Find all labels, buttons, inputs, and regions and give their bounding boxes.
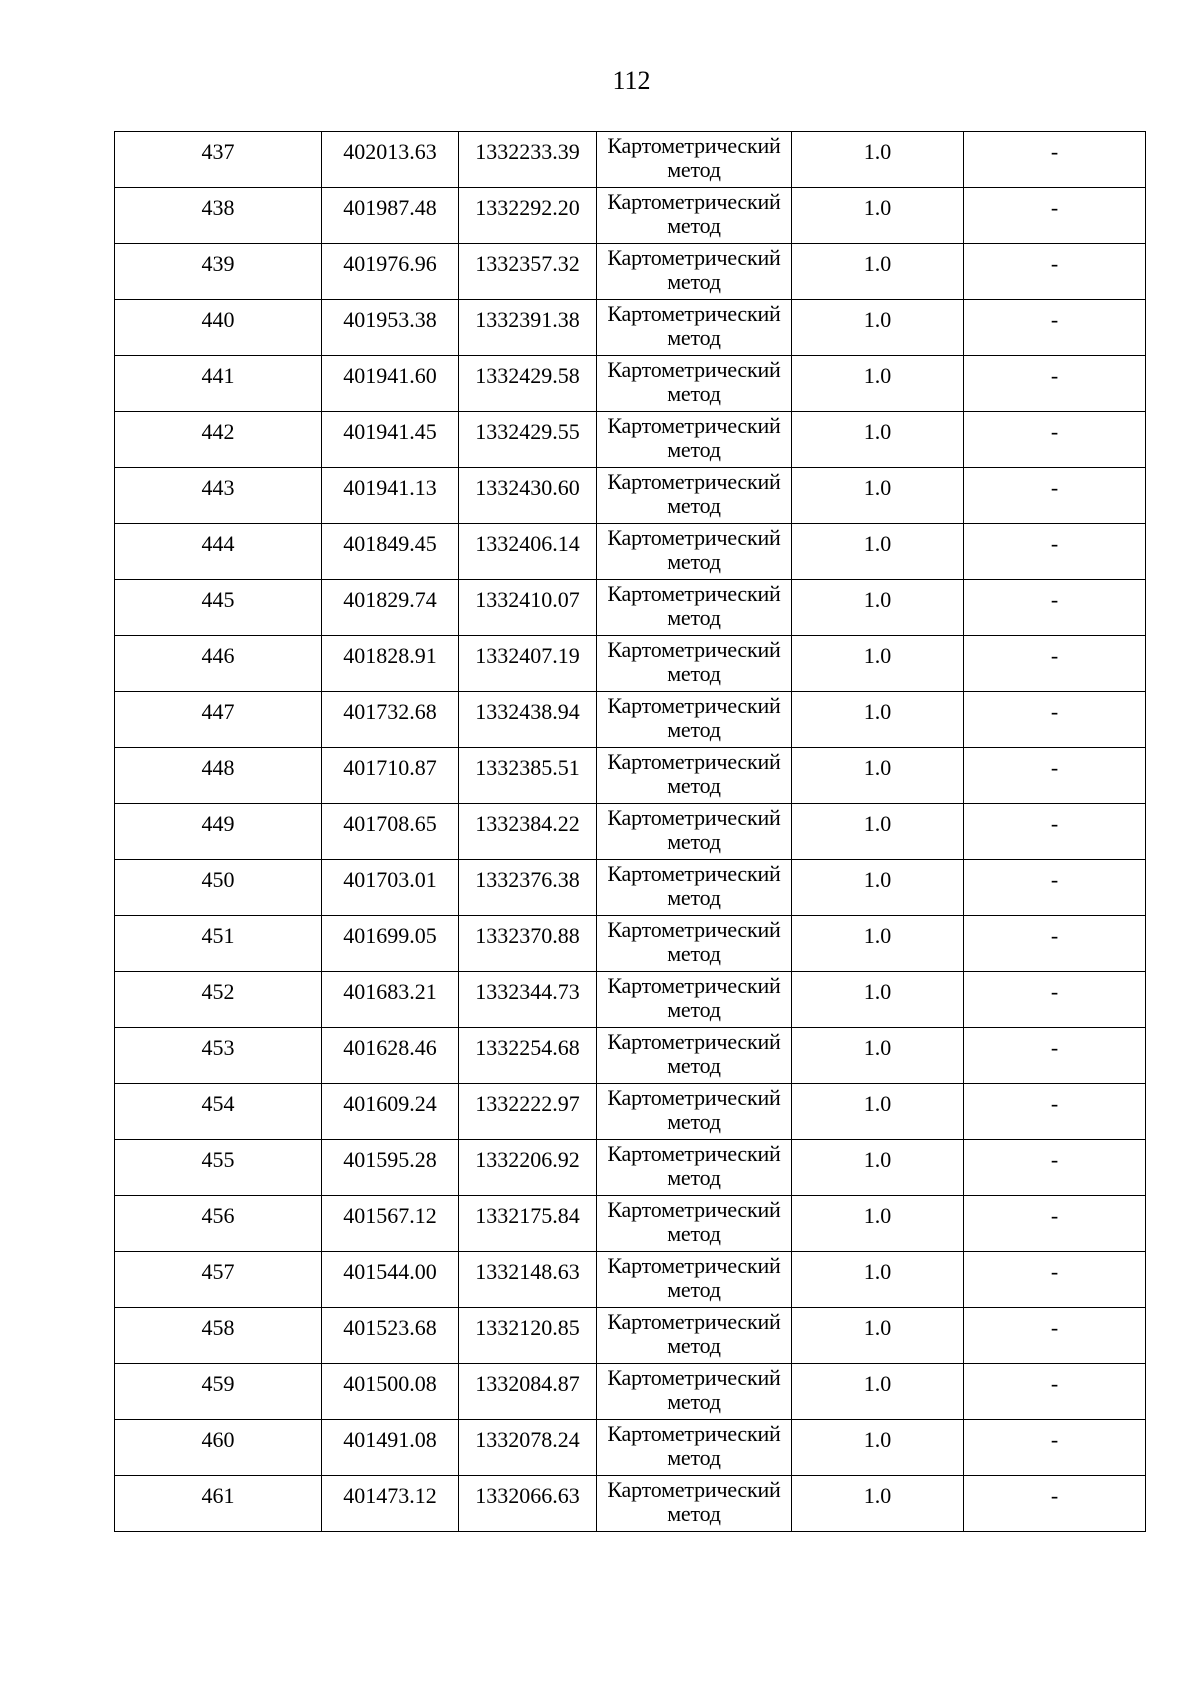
method-cell <box>597 916 792 972</box>
x-coordinate-cell: 401953.38 <box>322 300 459 356</box>
y-coordinate-cell: 1332406.14 <box>459 524 597 580</box>
accuracy-cell: 1.0 <box>792 1420 964 1476</box>
method-line-1: Картометрический <box>607 693 781 718</box>
accuracy-cell: 1.0 <box>792 804 964 860</box>
accuracy-cell: 1.0 <box>792 692 964 748</box>
method-cell <box>597 300 792 356</box>
method-line-1: Картометрический <box>607 973 781 998</box>
table-row <box>115 804 1146 860</box>
method-line-2: метод <box>667 549 721 574</box>
x-coordinate-cell: 401703.01 <box>322 860 459 916</box>
method-line-2: метод <box>667 1221 721 1246</box>
x-coordinate-cell: 401491.08 <box>322 1420 459 1476</box>
x-coordinate-cell: 401544.00 <box>322 1252 459 1308</box>
method-line-1: Картометрический <box>607 749 781 774</box>
method-line-2: метод <box>667 773 721 798</box>
accuracy-cell: 1.0 <box>792 972 964 1028</box>
note-cell: - <box>964 300 1146 356</box>
accuracy-cell: 1.0 <box>792 132 964 188</box>
method-cell <box>597 1476 792 1532</box>
table-row <box>115 1364 1146 1420</box>
x-coordinate-cell: 401500.08 <box>322 1364 459 1420</box>
method-line-1: Картометрический <box>607 1477 781 1502</box>
method-line-2: метод <box>667 1445 721 1470</box>
coordinates-table-body <box>115 132 1146 1532</box>
table-row <box>115 636 1146 692</box>
method-line-1: Картометрический <box>607 1029 781 1054</box>
method-line-2: метод <box>667 885 721 910</box>
y-coordinate-cell: 1332148.63 <box>459 1252 597 1308</box>
table-row <box>115 1084 1146 1140</box>
note-cell: - <box>964 580 1146 636</box>
x-coordinate-cell: 401732.68 <box>322 692 459 748</box>
x-coordinate-cell: 401699.05 <box>322 916 459 972</box>
note-cell: - <box>964 916 1146 972</box>
method-cell <box>597 1028 792 1084</box>
method-cell <box>597 244 792 300</box>
method-line-1: Картометрический <box>607 301 781 326</box>
method-line-2: метод <box>667 941 721 966</box>
accuracy-cell: 1.0 <box>792 356 964 412</box>
method-cell <box>597 524 792 580</box>
method-line-1: Картометрический <box>607 469 781 494</box>
table-row <box>115 524 1146 580</box>
x-coordinate-cell: 401829.74 <box>322 580 459 636</box>
accuracy-cell: 1.0 <box>792 188 964 244</box>
x-coordinate-cell: 401609.24 <box>322 1084 459 1140</box>
table-row <box>115 916 1146 972</box>
note-cell: - <box>964 1084 1146 1140</box>
method-line-2: метод <box>667 605 721 630</box>
method-cell <box>597 412 792 468</box>
accuracy-cell: 1.0 <box>792 524 964 580</box>
method-line-2: метод <box>667 1333 721 1358</box>
point-number-cell: 454 <box>115 1084 322 1140</box>
note-cell: - <box>964 1364 1146 1420</box>
method-cell <box>597 1084 792 1140</box>
note-cell: - <box>964 692 1146 748</box>
x-coordinate-cell: 401595.28 <box>322 1140 459 1196</box>
note-cell: - <box>964 356 1146 412</box>
point-number-cell: 444 <box>115 524 322 580</box>
accuracy-cell: 1.0 <box>792 244 964 300</box>
accuracy-cell: 1.0 <box>792 412 964 468</box>
method-line-1: Картометрический <box>607 357 781 382</box>
method-line-2: метод <box>667 213 721 238</box>
point-number-cell: 455 <box>115 1140 322 1196</box>
method-line-2: метод <box>667 325 721 350</box>
table-row <box>115 412 1146 468</box>
method-cell <box>597 636 792 692</box>
note-cell: - <box>964 1196 1146 1252</box>
method-cell <box>597 356 792 412</box>
accuracy-cell: 1.0 <box>792 1140 964 1196</box>
method-line-1: Картометрический <box>607 1421 781 1446</box>
note-cell: - <box>964 748 1146 804</box>
accuracy-cell: 1.0 <box>792 916 964 972</box>
method-line-1: Картометрический <box>607 917 781 942</box>
y-coordinate-cell: 1332344.73 <box>459 972 597 1028</box>
coordinates-table <box>114 131 1146 1532</box>
method-line-1: Картометрический <box>607 525 781 550</box>
table-row <box>115 1308 1146 1364</box>
point-number-cell: 445 <box>115 580 322 636</box>
point-number-cell: 446 <box>115 636 322 692</box>
x-coordinate-cell: 401976.96 <box>322 244 459 300</box>
method-cell <box>597 804 792 860</box>
point-number-cell: 456 <box>115 1196 322 1252</box>
accuracy-cell: 1.0 <box>792 580 964 636</box>
point-number-cell: 447 <box>115 692 322 748</box>
y-coordinate-cell: 1332410.07 <box>459 580 597 636</box>
note-cell: - <box>964 1308 1146 1364</box>
y-coordinate-cell: 1332391.38 <box>459 300 597 356</box>
method-line-1: Картометрический <box>607 133 781 158</box>
note-cell: - <box>964 132 1146 188</box>
y-coordinate-cell: 1332120.85 <box>459 1308 597 1364</box>
accuracy-cell: 1.0 <box>792 636 964 692</box>
x-coordinate-cell: 401683.21 <box>322 972 459 1028</box>
method-line-2: метод <box>667 997 721 1022</box>
accuracy-cell: 1.0 <box>792 1252 964 1308</box>
point-number-cell: 460 <box>115 1420 322 1476</box>
point-number-cell: 442 <box>115 412 322 468</box>
accuracy-cell: 1.0 <box>792 300 964 356</box>
method-line-1: Картометрический <box>607 637 781 662</box>
method-cell <box>597 1252 792 1308</box>
point-number-cell: 441 <box>115 356 322 412</box>
table-row <box>115 860 1146 916</box>
point-number-cell: 453 <box>115 1028 322 1084</box>
point-number-cell: 459 <box>115 1364 322 1420</box>
y-coordinate-cell: 1332078.24 <box>459 1420 597 1476</box>
method-line-2: метод <box>667 1389 721 1414</box>
method-cell <box>597 972 792 1028</box>
note-cell: - <box>964 1476 1146 1532</box>
method-line-2: метод <box>667 269 721 294</box>
point-number-cell: 439 <box>115 244 322 300</box>
method-cell <box>597 132 792 188</box>
table-row <box>115 1140 1146 1196</box>
table-row <box>115 468 1146 524</box>
y-coordinate-cell: 1332438.94 <box>459 692 597 748</box>
x-coordinate-cell: 401828.91 <box>322 636 459 692</box>
y-coordinate-cell: 1332066.63 <box>459 1476 597 1532</box>
point-number-cell: 440 <box>115 300 322 356</box>
y-coordinate-cell: 1332376.38 <box>459 860 597 916</box>
page-number: 112 <box>612 66 651 95</box>
y-coordinate-cell: 1332429.55 <box>459 412 597 468</box>
point-number-cell: 450 <box>115 860 322 916</box>
table-row <box>115 1196 1146 1252</box>
y-coordinate-cell: 1332385.51 <box>459 748 597 804</box>
method-line-1: Картометрический <box>607 1197 781 1222</box>
table-row <box>115 132 1146 188</box>
accuracy-cell: 1.0 <box>792 1196 964 1252</box>
table-row <box>115 356 1146 412</box>
x-coordinate-cell: 401710.87 <box>322 748 459 804</box>
y-coordinate-cell: 1332206.92 <box>459 1140 597 1196</box>
method-line-2: метод <box>667 493 721 518</box>
table-row <box>115 244 1146 300</box>
point-number-cell: 438 <box>115 188 322 244</box>
method-cell <box>597 1308 792 1364</box>
x-coordinate-cell: 401987.48 <box>322 188 459 244</box>
y-coordinate-cell: 1332175.84 <box>459 1196 597 1252</box>
method-line-2: метод <box>667 1165 721 1190</box>
y-coordinate-cell: 1332084.87 <box>459 1364 597 1420</box>
accuracy-cell: 1.0 <box>792 1476 964 1532</box>
x-coordinate-cell: 401941.60 <box>322 356 459 412</box>
note-cell: - <box>964 972 1146 1028</box>
point-number-cell: 452 <box>115 972 322 1028</box>
note-cell: - <box>964 188 1146 244</box>
method-cell <box>597 692 792 748</box>
accuracy-cell: 1.0 <box>792 860 964 916</box>
note-cell: - <box>964 412 1146 468</box>
method-cell <box>597 748 792 804</box>
y-coordinate-cell: 1332222.97 <box>459 1084 597 1140</box>
x-coordinate-cell: 401567.12 <box>322 1196 459 1252</box>
y-coordinate-cell: 1332292.20 <box>459 188 597 244</box>
point-number-cell: 448 <box>115 748 322 804</box>
table-row <box>115 300 1146 356</box>
method-line-2: метод <box>667 381 721 406</box>
method-line-1: Картометрический <box>607 861 781 886</box>
method-line-1: Картометрический <box>607 245 781 270</box>
method-line-1: Картометрический <box>607 581 781 606</box>
note-cell: - <box>964 524 1146 580</box>
method-line-2: метод <box>667 1277 721 1302</box>
method-line-2: метод <box>667 1501 721 1526</box>
method-cell <box>597 1420 792 1476</box>
method-line-1: Картометрический <box>607 1309 781 1334</box>
table-row <box>115 1420 1146 1476</box>
y-coordinate-cell: 1332233.39 <box>459 132 597 188</box>
method-cell <box>597 1196 792 1252</box>
method-cell <box>597 1364 792 1420</box>
accuracy-cell: 1.0 <box>792 1308 964 1364</box>
table-row <box>115 580 1146 636</box>
method-line-1: Картометрический <box>607 1085 781 1110</box>
method-line-2: метод <box>667 829 721 854</box>
method-line-1: Картометрический <box>607 1253 781 1278</box>
method-cell <box>597 1140 792 1196</box>
method-line-2: метод <box>667 661 721 686</box>
accuracy-cell: 1.0 <box>792 748 964 804</box>
table-row <box>115 972 1146 1028</box>
table-row <box>115 1252 1146 1308</box>
method-line-1: Картометрический <box>607 1141 781 1166</box>
x-coordinate-cell: 401628.46 <box>322 1028 459 1084</box>
note-cell: - <box>964 860 1146 916</box>
y-coordinate-cell: 1332407.19 <box>459 636 597 692</box>
x-coordinate-cell: 401473.12 <box>322 1476 459 1532</box>
table-row <box>115 1028 1146 1084</box>
method-cell <box>597 468 792 524</box>
accuracy-cell: 1.0 <box>792 468 964 524</box>
method-cell <box>597 580 792 636</box>
method-line-1: Картометрический <box>607 805 781 830</box>
point-number-cell: 458 <box>115 1308 322 1364</box>
note-cell: - <box>964 636 1146 692</box>
point-number-cell: 457 <box>115 1252 322 1308</box>
note-cell: - <box>964 804 1146 860</box>
accuracy-cell: 1.0 <box>792 1084 964 1140</box>
x-coordinate-cell: 401941.45 <box>322 412 459 468</box>
method-line-2: метод <box>667 717 721 742</box>
y-coordinate-cell: 1332429.58 <box>459 356 597 412</box>
note-cell: - <box>964 1140 1146 1196</box>
y-coordinate-cell: 1332254.68 <box>459 1028 597 1084</box>
method-line-2: метод <box>667 1109 721 1134</box>
note-cell: - <box>964 1252 1146 1308</box>
table-row <box>115 748 1146 804</box>
y-coordinate-cell: 1332430.60 <box>459 468 597 524</box>
y-coordinate-cell: 1332384.22 <box>459 804 597 860</box>
method-line-1: Картометрический <box>607 189 781 214</box>
method-line-1: Картометрический <box>607 1365 781 1390</box>
table-row <box>115 692 1146 748</box>
method-line-2: метод <box>667 1053 721 1078</box>
point-number-cell: 451 <box>115 916 322 972</box>
point-number-cell: 443 <box>115 468 322 524</box>
method-line-2: метод <box>667 437 721 462</box>
x-coordinate-cell: 401941.13 <box>322 468 459 524</box>
method-line-1: Картометрический <box>607 413 781 438</box>
table-row <box>115 188 1146 244</box>
note-cell: - <box>964 1028 1146 1084</box>
note-cell: - <box>964 1420 1146 1476</box>
method-cell <box>597 860 792 916</box>
accuracy-cell: 1.0 <box>792 1028 964 1084</box>
y-coordinate-cell: 1332357.32 <box>459 244 597 300</box>
x-coordinate-cell: 401523.68 <box>322 1308 459 1364</box>
x-coordinate-cell: 401849.45 <box>322 524 459 580</box>
note-cell: - <box>964 468 1146 524</box>
point-number-cell: 449 <box>115 804 322 860</box>
y-coordinate-cell: 1332370.88 <box>459 916 597 972</box>
x-coordinate-cell: 402013.63 <box>322 132 459 188</box>
method-line-2: метод <box>667 157 721 182</box>
method-cell <box>597 188 792 244</box>
point-number-cell: 461 <box>115 1476 322 1532</box>
point-number-cell: 437 <box>115 132 322 188</box>
note-cell: - <box>964 244 1146 300</box>
accuracy-cell: 1.0 <box>792 1364 964 1420</box>
table-row <box>115 1476 1146 1532</box>
x-coordinate-cell: 401708.65 <box>322 804 459 860</box>
